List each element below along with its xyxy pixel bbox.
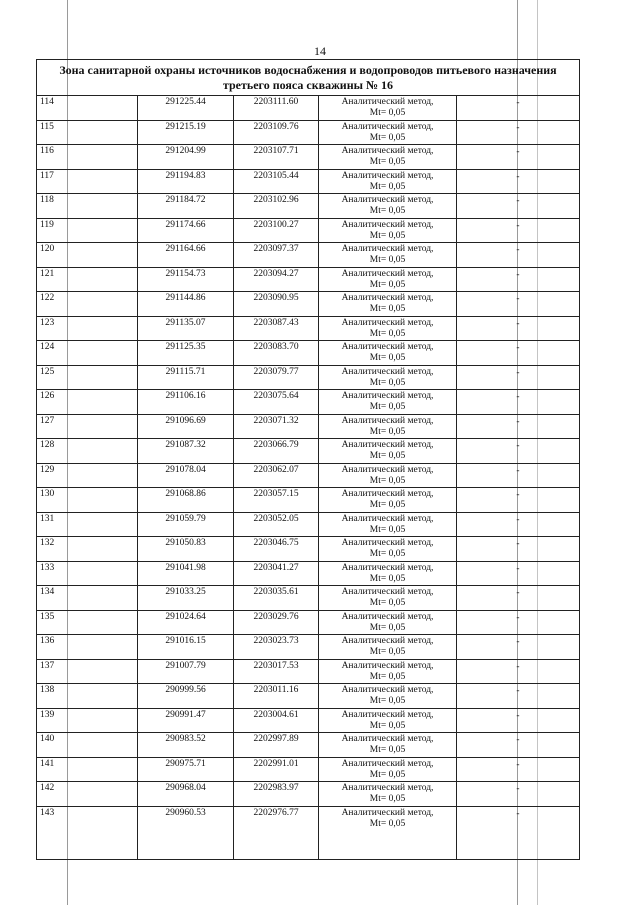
- method-cell: [319, 317, 457, 341]
- method-name: Аналитический метод,: [341, 636, 434, 646]
- point-number: 118: [37, 194, 138, 218]
- method-name: Аналитический метод,: [341, 219, 434, 230]
- table-row: [37, 390, 579, 415]
- point-number: 126: [37, 390, 138, 414]
- method-cell: [319, 782, 457, 806]
- description-cell: -: [516, 588, 520, 598]
- description-cell: -: [516, 710, 520, 721]
- method-cell: [319, 513, 457, 537]
- method-accuracy: Mt= 0,05: [369, 353, 406, 363]
- description-cell: -: [516, 784, 520, 794]
- method-name: Аналитический метод,: [341, 709, 434, 720]
- method-cell: [319, 709, 457, 733]
- table-row: [37, 782, 579, 807]
- method-accuracy: Mt= 0,05: [369, 647, 406, 657]
- description-cell: -: [516, 122, 520, 133]
- coordinate-y: 2203004.61: [234, 709, 319, 733]
- method-accuracy: Mt= 0,05: [369, 304, 406, 314]
- coordinate-x: 291078.04: [138, 464, 234, 488]
- method-cell: [319, 562, 457, 586]
- coordinate-y: 2203105.44: [234, 170, 319, 194]
- table-row: [37, 537, 579, 562]
- coordinate-x: 291068.86: [138, 488, 234, 512]
- table-row: [37, 733, 579, 758]
- coordinate-x: 291016.15: [138, 635, 234, 659]
- point-number: 139: [37, 709, 138, 733]
- description-cell: -: [516, 465, 520, 476]
- coordinate-x: 291041.98: [138, 562, 234, 586]
- method-cell: [319, 807, 457, 859]
- method-name: Аналитический метод,: [341, 391, 434, 401]
- method-accuracy: Mt= 0,05: [369, 426, 406, 437]
- coordinate-x: 290960.53: [138, 807, 234, 859]
- method-name: Аналитический метод,: [341, 538, 434, 548]
- method-accuracy: Mt= 0,05: [369, 500, 406, 510]
- method-cell: [319, 611, 457, 635]
- method-name: Аналитический метод,: [341, 562, 434, 573]
- method-cell: [319, 537, 457, 561]
- method-cell: [319, 243, 457, 267]
- point-number: 138: [37, 684, 138, 708]
- method-name: Аналитический метод,: [341, 366, 434, 377]
- method-cell: [319, 145, 457, 169]
- method-cell: [319, 194, 457, 218]
- coordinate-x: 291087.32: [138, 439, 234, 463]
- point-number: 124: [37, 341, 138, 365]
- coordinate-x: 291106.16: [138, 390, 234, 414]
- table-row: [37, 317, 579, 342]
- point-number: 127: [37, 415, 138, 439]
- method-name: Аналитический метод,: [341, 758, 434, 769]
- method-name: Аналитический метод,: [341, 464, 434, 475]
- description-cell: -: [516, 147, 520, 157]
- method-accuracy: Mt= 0,05: [369, 108, 406, 118]
- description-cell: -: [516, 196, 520, 206]
- coordinate-x: 291154.73: [138, 268, 234, 292]
- description-cell: -: [516, 220, 520, 231]
- method-name: Аналитический метод,: [341, 195, 434, 205]
- table-row: [37, 145, 579, 170]
- point-number: 114: [37, 96, 138, 120]
- point-number: 119: [37, 219, 138, 243]
- point-number: 142: [37, 782, 138, 806]
- description-cell: -: [516, 808, 520, 819]
- method-name: Аналитический метод,: [341, 783, 434, 793]
- coordinate-y: 2203090.95: [234, 292, 319, 316]
- method-name: Аналитический метод,: [341, 440, 434, 450]
- coordinate-x: 291204.99: [138, 145, 234, 169]
- point-number: 120: [37, 243, 138, 267]
- method-accuracy: Mt= 0,05: [369, 573, 406, 584]
- method-name: Аналитический метод,: [341, 342, 434, 352]
- method-name: Аналитический метод,: [341, 415, 434, 426]
- method-cell: [319, 660, 457, 684]
- method-name: Аналитический метод,: [341, 685, 434, 695]
- method-accuracy: Mt= 0,05: [369, 720, 406, 731]
- description-cell: -: [516, 563, 520, 574]
- table-row: [37, 121, 579, 146]
- point-number: 128: [37, 439, 138, 463]
- method-name: Аналитический метод,: [341, 121, 434, 132]
- table-row: [37, 219, 579, 244]
- description-cell: -: [516, 441, 520, 451]
- method-name: Аналитический метод,: [341, 587, 434, 597]
- method-cell: [319, 341, 457, 365]
- description-cell: -: [516, 612, 520, 623]
- table-row: [37, 366, 579, 391]
- point-number: 116: [37, 145, 138, 169]
- coordinate-y: 2203087.43: [234, 317, 319, 341]
- method-accuracy: Mt= 0,05: [369, 745, 406, 755]
- coordinate-x: 291096.69: [138, 415, 234, 439]
- description-cell: -: [516, 245, 520, 255]
- method-cell: [319, 170, 457, 194]
- method-cell: [319, 96, 457, 120]
- coordinate-y: 2203107.71: [234, 145, 319, 169]
- coordinate-x: 290968.04: [138, 782, 234, 806]
- table-row: [37, 194, 579, 219]
- description-cell: -: [516, 661, 520, 672]
- table-row: [37, 243, 579, 268]
- method-accuracy: Mt= 0,05: [369, 696, 406, 706]
- description-cell: -: [516, 367, 520, 378]
- point-number: 132: [37, 537, 138, 561]
- method-cell: [319, 121, 457, 145]
- method-accuracy: Mt= 0,05: [369, 549, 406, 559]
- method-cell: [319, 292, 457, 316]
- coordinate-x: 291115.71: [138, 366, 234, 390]
- coordinate-y: 2203029.76: [234, 611, 319, 635]
- table-row: [37, 684, 579, 709]
- coordinate-y: 2202991.01: [234, 758, 319, 782]
- method-name: Аналитический метод,: [341, 807, 434, 818]
- point-number: 121: [37, 268, 138, 292]
- coordinate-y: 2203102.96: [234, 194, 319, 218]
- point-number: 131: [37, 513, 138, 537]
- method-accuracy: Mt= 0,05: [369, 132, 406, 143]
- table-row: [37, 660, 579, 685]
- point-number: 133: [37, 562, 138, 586]
- coordinate-x: 291007.79: [138, 660, 234, 684]
- coordinate-y: 2203071.32: [234, 415, 319, 439]
- point-number: 143: [37, 807, 138, 859]
- method-cell: [319, 586, 457, 610]
- coordinate-y: 2203111.60: [234, 96, 319, 120]
- coordinate-y: 2203046.75: [234, 537, 319, 561]
- description-cell: -: [516, 269, 520, 280]
- method-accuracy: Mt= 0,05: [369, 157, 406, 167]
- coordinate-y: 2202983.97: [234, 782, 319, 806]
- description-cell: -: [516, 294, 520, 304]
- point-number: 136: [37, 635, 138, 659]
- method-cell: [319, 758, 457, 782]
- coordinate-x: 291024.64: [138, 611, 234, 635]
- description-cell: -: [516, 318, 520, 329]
- coordinate-y: 2203041.27: [234, 562, 319, 586]
- point-number: 115: [37, 121, 138, 145]
- method-accuracy: Mt= 0,05: [369, 279, 406, 290]
- method-name: Аналитический метод,: [341, 317, 434, 328]
- table-row: [37, 807, 579, 859]
- table-row: [37, 268, 579, 293]
- coordinate-x: 291164.66: [138, 243, 234, 267]
- method-name: Аналитический метод,: [341, 734, 434, 744]
- method-name: Аналитический метод,: [341, 268, 434, 279]
- table-row: [37, 758, 579, 783]
- method-name: Аналитический метод,: [341, 660, 434, 671]
- coordinate-y: 2203075.64: [234, 390, 319, 414]
- coordinate-y: 2203052.05: [234, 513, 319, 537]
- description-cell: -: [516, 416, 520, 427]
- table-row: [37, 292, 579, 317]
- method-name: Аналитический метод,: [341, 97, 434, 107]
- method-accuracy: Mt= 0,05: [369, 451, 406, 461]
- description-cell: -: [516, 686, 520, 696]
- coordinate-y: 2203017.53: [234, 660, 319, 684]
- point-number: 134: [37, 586, 138, 610]
- coordinate-x: 291144.86: [138, 292, 234, 316]
- coordinate-y: 2203066.79: [234, 439, 319, 463]
- point-number: 141: [37, 758, 138, 782]
- description-cell: -: [516, 98, 520, 108]
- method-cell: [319, 733, 457, 757]
- method-accuracy: Mt= 0,05: [369, 377, 406, 388]
- point-number: 129: [37, 464, 138, 488]
- table-row: [37, 488, 579, 513]
- table-row: [37, 513, 579, 538]
- table-row: [37, 170, 579, 195]
- table-row: [37, 439, 579, 464]
- coordinate-x: 291184.72: [138, 194, 234, 218]
- method-accuracy: Mt= 0,05: [369, 794, 406, 804]
- coordinate-x: 291174.66: [138, 219, 234, 243]
- coordinate-y: 2203100.27: [234, 219, 319, 243]
- method-name: Аналитический метод,: [341, 170, 434, 181]
- method-name: Аналитический метод,: [341, 611, 434, 622]
- point-number: 123: [37, 317, 138, 341]
- method-cell: [319, 390, 457, 414]
- coordinate-y: 2203062.07: [234, 464, 319, 488]
- table-row: [37, 341, 579, 366]
- description-cell: -: [516, 343, 520, 353]
- coordinate-y: 2203097.37: [234, 243, 319, 267]
- coordinate-y: 2202997.89: [234, 733, 319, 757]
- coordinate-y: 2203011.16: [234, 684, 319, 708]
- description-cell: -: [516, 514, 520, 525]
- coordinate-x: 290991.47: [138, 709, 234, 733]
- method-name: Аналитический метод,: [341, 244, 434, 254]
- coordinate-x: 291050.83: [138, 537, 234, 561]
- coordinate-y: 2202976.77: [234, 807, 319, 859]
- description-cell: -: [516, 490, 520, 500]
- method-accuracy: Mt= 0,05: [369, 622, 406, 633]
- coordinate-y: 2203079.77: [234, 366, 319, 390]
- table-row: [37, 709, 579, 734]
- point-number: 122: [37, 292, 138, 316]
- point-number: 137: [37, 660, 138, 684]
- method-name: Аналитический метод,: [341, 513, 434, 524]
- point-number: 130: [37, 488, 138, 512]
- coordinate-y: 2203109.76: [234, 121, 319, 145]
- method-name: Аналитический метод,: [341, 146, 434, 156]
- description-cell: -: [516, 539, 520, 549]
- coordinate-y: 2203023.73: [234, 635, 319, 659]
- point-number: 140: [37, 733, 138, 757]
- coordinate-x: 291194.83: [138, 170, 234, 194]
- coordinate-x: 291135.07: [138, 317, 234, 341]
- coordinate-x: 291215.19: [138, 121, 234, 145]
- method-accuracy: Mt= 0,05: [369, 206, 406, 216]
- coordinate-x: 291125.35: [138, 341, 234, 365]
- coordinate-x: 291033.25: [138, 586, 234, 610]
- coordinate-x: 290975.71: [138, 758, 234, 782]
- coordinate-y: 2203035.61: [234, 586, 319, 610]
- method-cell: [319, 219, 457, 243]
- coordinate-x: 291059.79: [138, 513, 234, 537]
- description-cell: -: [516, 735, 520, 745]
- description-cell: -: [516, 637, 520, 647]
- method-cell: [319, 464, 457, 488]
- table-row: [37, 415, 579, 440]
- method-cell: [319, 488, 457, 512]
- coordinates-table: [36, 59, 580, 860]
- description-cell: -: [516, 171, 520, 182]
- method-name: Аналитический метод,: [341, 489, 434, 499]
- point-number: 125: [37, 366, 138, 390]
- method-cell: [319, 268, 457, 292]
- method-accuracy: Mt= 0,05: [369, 328, 406, 339]
- description-cell: -: [516, 392, 520, 402]
- table-body: [37, 96, 579, 859]
- point-number: 117: [37, 170, 138, 194]
- method-accuracy: Mt= 0,05: [369, 230, 406, 241]
- method-cell: [319, 366, 457, 390]
- table-row: [37, 611, 579, 636]
- method-accuracy: Mt= 0,05: [369, 402, 406, 412]
- method-accuracy: Mt= 0,05: [369, 255, 406, 265]
- page-number: 14: [314, 44, 326, 58]
- coordinate-y: 2203057.15: [234, 488, 319, 512]
- table-row: [37, 96, 579, 121]
- coordinate-x: 291225.44: [138, 96, 234, 120]
- table-title: Зона санитарной охраны источников водоснабжения и водопроводов питьевого назначения третьего пояса скважины № 16: [37, 60, 579, 96]
- method-accuracy: Mt= 0,05: [369, 475, 406, 486]
- method-cell: [319, 415, 457, 439]
- method-cell: [319, 684, 457, 708]
- method-accuracy: Mt= 0,05: [369, 769, 406, 780]
- method-accuracy: Mt= 0,05: [369, 524, 406, 535]
- point-number: 135: [37, 611, 138, 635]
- method-accuracy: Mt= 0,05: [369, 181, 406, 192]
- coordinate-x: 290983.52: [138, 733, 234, 757]
- method-accuracy: Mt= 0,05: [369, 818, 406, 829]
- method-accuracy: Mt= 0,05: [369, 671, 406, 682]
- coordinate-y: 2203094.27: [234, 268, 319, 292]
- method-name: Аналитический метод,: [341, 293, 434, 303]
- coordinate-y: 2203083.70: [234, 341, 319, 365]
- method-cell: [319, 439, 457, 463]
- method-accuracy: Mt= 0,05: [369, 598, 406, 608]
- table-row: [37, 464, 579, 489]
- table-row: [37, 562, 579, 587]
- description-cell: -: [516, 759, 520, 770]
- method-cell: [319, 635, 457, 659]
- coordinate-x: 290999.56: [138, 684, 234, 708]
- table-row: [37, 586, 579, 611]
- table-row: [37, 635, 579, 660]
